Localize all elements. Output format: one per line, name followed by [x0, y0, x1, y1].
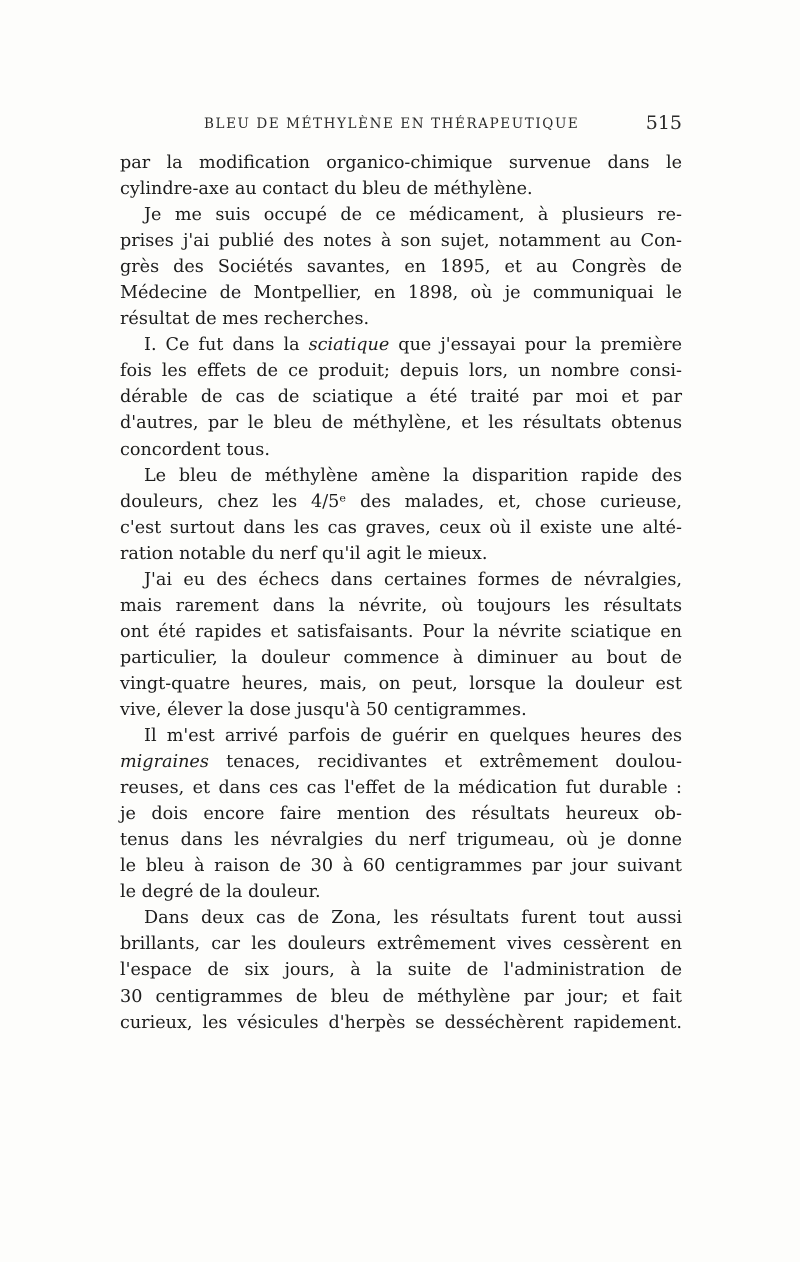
text-line: J'ai eu des échecs dans certaines formes de névralgies,: [144, 569, 682, 590]
text-line: je dois encore faire mention des résultats heureux ob-: [120, 804, 682, 825]
text-line: le degré de la douleur.: [120, 882, 321, 903]
text-line: [120, 749, 682, 775]
paragraph-7: [120, 905, 682, 1035]
running-header: [120, 110, 682, 140]
paragraph-2: [120, 202, 682, 332]
paragraph-5: [120, 567, 682, 723]
text-line: Médecine de Montpellier, en 1898, où je communiquai le: [120, 283, 682, 304]
page-number: 515: [645, 112, 682, 134]
running-title: BLEU DE MÉTHYLÈNE EN THÉRAPEUTIQUE: [204, 116, 580, 132]
paragraph-4: [120, 463, 682, 567]
text-line: brillants, car les douleurs extrêmement vives cessèrent en: [120, 934, 682, 955]
text-line: le bleu à raison de 30 à 60 centigrammes par jour suivant: [120, 856, 682, 877]
text-line: particulier, la douleur commence à diminuer au bout de: [120, 647, 682, 668]
text-segment: que j'essayai pour la première: [389, 335, 682, 356]
text-line: mais rarement dans la névrite, où toujours les résultats: [120, 595, 682, 616]
text-line: [120, 332, 682, 358]
body-text: [120, 150, 682, 1036]
text-line: résultat de mes recherches.: [120, 309, 370, 330]
text-line: grès des Sociétés savantes, en 1895, et au Congrès de: [120, 257, 682, 278]
text-line: curieux, les vésicules d'herpès se desséchèrent rapidement.: [120, 1012, 682, 1033]
text-line: fois les effets de ce produit; depuis lors, un nombre consi-: [120, 361, 682, 382]
text-segment: tenaces, recidivantes et extrêmement doulou-: [208, 752, 682, 773]
text-line: Il m'est arrivé parfois de guérir en quelques heures des: [144, 726, 682, 747]
text-line: Dans deux cas de Zona, les résultats furent tout aussi: [144, 908, 682, 929]
text-line: concordent tous.: [120, 439, 270, 460]
text-line: ont été rapides et satisfaisants. Pour la névrite sciatique en: [120, 621, 682, 642]
text-line: d'autres, par le bleu de méthylène, et les résultats obtenus: [120, 413, 682, 434]
paragraph-1: [120, 150, 682, 202]
text-line: par la modification organico-chimique survenue dans le: [120, 153, 682, 173]
text-line: 30 centigrammes de bleu de méthylène par jour; et fait: [120, 986, 682, 1007]
text-line: cylindre-axe au contact du bleu de méthylène.: [120, 179, 533, 200]
text-segment: I. Ce fut dans la: [144, 335, 309, 356]
text-line: reuses, et dans ces cas l'effet de la médication fut durable :: [120, 778, 682, 799]
text-line: vive, élever la dose jusqu'à 50 centigrammes.: [120, 699, 527, 720]
text-line: prises j'ai publié des notes à son sujet, notamment au Con-: [120, 231, 682, 252]
text-line: l'espace de six jours, à la suite de l'administration de: [120, 960, 682, 981]
paragraph-3: [120, 332, 682, 462]
paragraph-6: [120, 723, 682, 905]
italic-term-migraines: migraines: [120, 752, 209, 773]
text-line: dérable de cas de sciatique a été traité par moi et par: [120, 387, 682, 408]
text-line: vingt-quatre heures, mais, on peut, lorsque la douleur est: [120, 673, 682, 694]
italic-term-sciatique: sciatique: [308, 335, 390, 356]
text-line: tenus dans les névralgies du nerf trigumeau, où je donne: [120, 830, 682, 851]
text-line: douleurs, chez les 4/5ᵉ des malades, et, chose curieuse,: [120, 491, 682, 512]
text-line: c'est surtout dans les cas graves, ceux où il existe une alté-: [120, 517, 682, 538]
text-line: Je me suis occupé de ce médicament, à plusieurs re-: [144, 205, 682, 226]
text-line: ration notable du nerf qu'il agit le mieux.: [120, 543, 488, 564]
text-line: Le bleu de méthylène amène la disparition rapide des: [144, 465, 682, 486]
